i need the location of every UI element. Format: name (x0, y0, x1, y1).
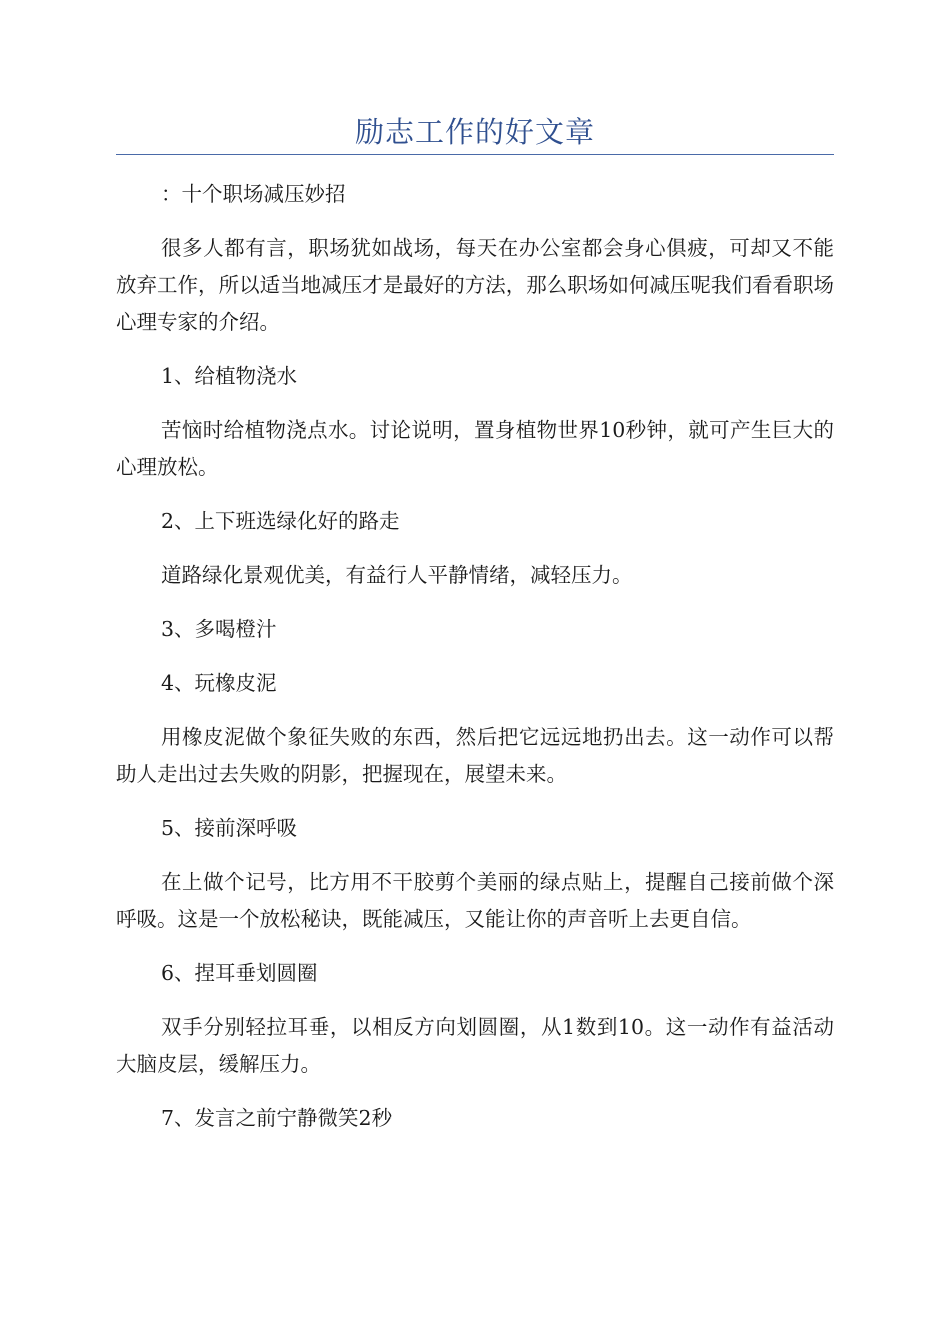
title-underline (116, 154, 834, 155)
paragraph-intro: 很多人都有言，职场犹如战场，每天在办公室都会身心俱疲，可却又不能放弃工作，所以适当地减压才是最好的方法，那么职场如何减压呢我们看看职场心理专家的介绍。 (116, 236, 834, 334)
heading-tip-6: 6、捏耳垂划圆圈 (161, 961, 318, 985)
heading-tip-5: 5、接前深呼吸 (161, 816, 298, 840)
heading-tip-1: 1、给植物浇水 (161, 364, 298, 388)
paragraph-tip-6: 双手分别轻拉耳垂，以相反方向划圆圈，从1数到10。这一动作有益活动大脑皮层，缓解压力。 (116, 1015, 834, 1076)
paragraph-tip-5: 在上做个记号，比方用不干胶剪个美丽的绿点贴上，提醒自己接前做个深呼吸。这是一个放松秘诀，既能减压，又能让你的声音听上去更自信。 (116, 870, 834, 931)
paragraph-tip-2: 道路绿化景观优美，有益行人平静情绪，减轻压力。 (161, 563, 633, 587)
paragraph-tip-1: 苦恼时给植物浇点水。讨论说明，置身植物世界10秒钟，就可产生巨大的心理放松。 (116, 418, 834, 479)
paragraph-tip-4: 用橡皮泥做个象征失败的东西，然后把它远远地扔出去。这一动作可以帮助人走出过去失败的阴影，把握现在，展望未来。 (116, 725, 834, 786)
heading-tip-3: 3、多喝橙汁 (161, 617, 277, 641)
document-body (116, 176, 834, 1137)
paragraph-subtitle: ：十个职场减压妙招 (161, 182, 346, 206)
heading-tip-4: 4、玩橡皮泥 (161, 671, 277, 695)
heading-tip-7: 7、发言之前宁静微笑2秒 (161, 1106, 393, 1130)
document-title: 励志工作的好文章 (354, 115, 595, 149)
heading-tip-2: 2、上下班选绿化好的路走 (161, 509, 400, 533)
